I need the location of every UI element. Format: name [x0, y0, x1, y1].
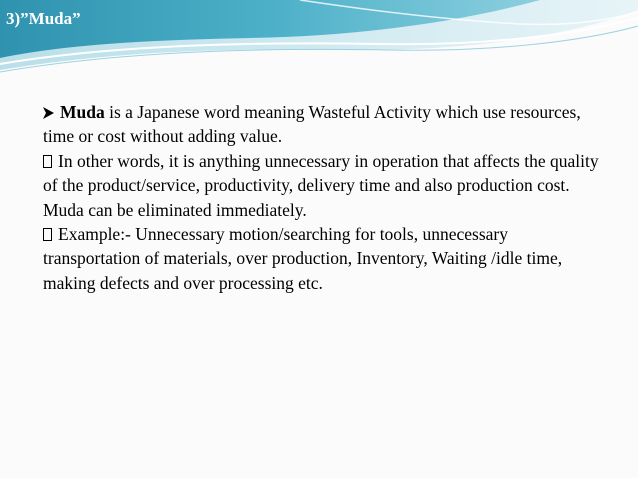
- paragraph-definition: [43, 100, 603, 149]
- paragraph-text: Example:- Unnecessary motion/searching for tools, unnecessary transportation of materials, over production, Inventory, Waiting /idle time, making defects and over processing etc.: [43, 224, 563, 293]
- slide-title: 3)”Muda”: [6, 9, 81, 28]
- term-muda: Muda: [60, 102, 105, 122]
- header-wave-decoration: [0, 0, 638, 80]
- missing-glyph-box-icon: [43, 222, 52, 246]
- paragraph-other-words: [43, 149, 603, 222]
- arrow-bullet-icon: [43, 100, 54, 124]
- slide-body: [43, 100, 603, 295]
- paragraph-text: In other words, it is anything unnecessary in operation that affects the quality of the product/service, productivity, delivery time and also production cost. Muda can be eliminated immediately.: [43, 150, 599, 220]
- missing-glyph-box-icon: [43, 149, 52, 173]
- paragraph-text: is a Japanese word meaning Wasteful Activity which use resources, time or cost without adding value.: [43, 102, 581, 147]
- paragraph-example: [43, 222, 603, 295]
